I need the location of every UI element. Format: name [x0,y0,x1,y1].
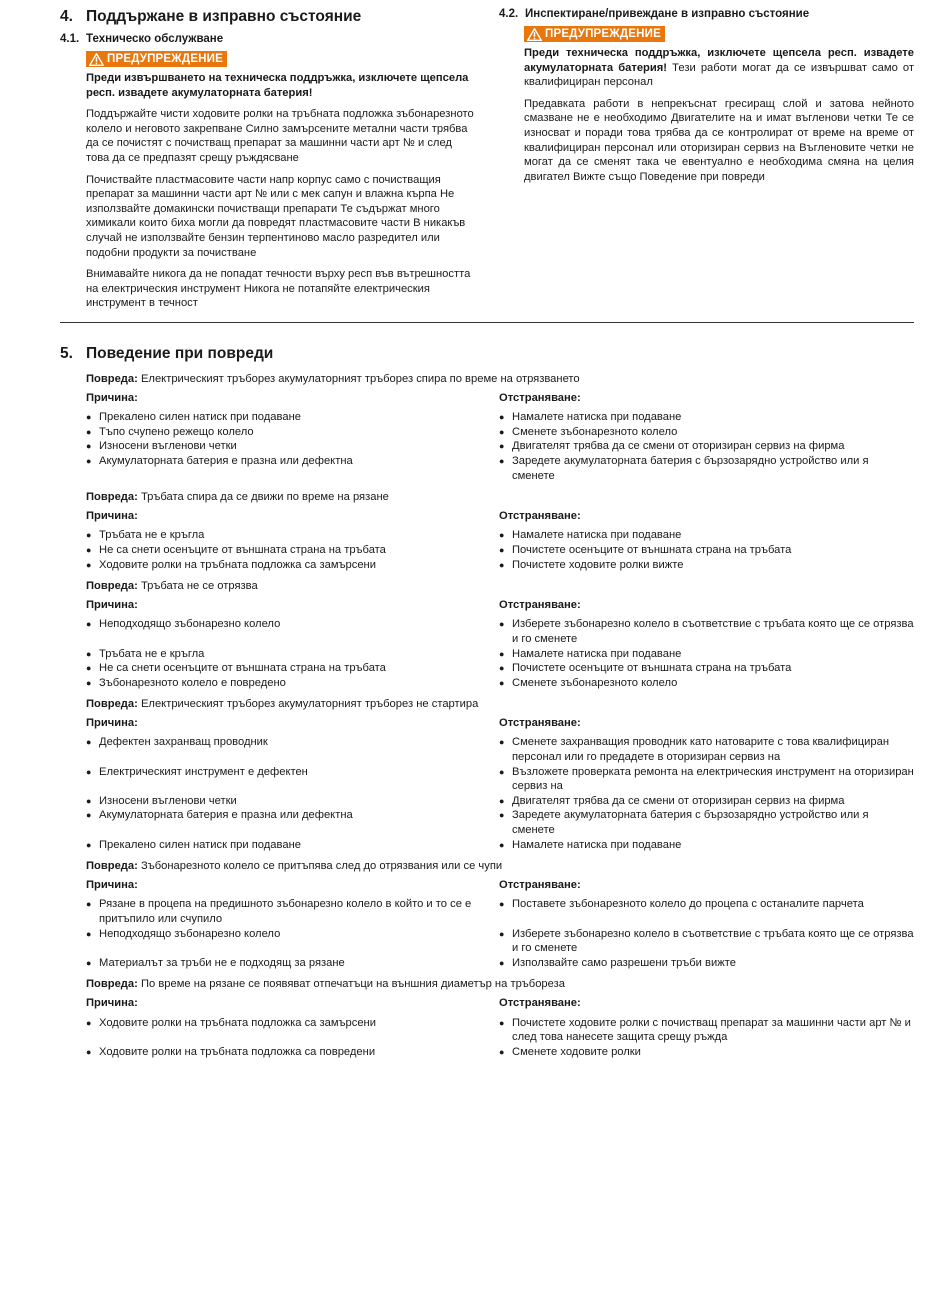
cause-remedy-grid [86,996,914,1059]
warning-triangle-icon [89,53,104,66]
subsection-4-2-body [524,26,914,191]
remedy-item: ● Използвайте само разрешени тръби вижте [499,956,914,971]
remedy-header: Отстраняване: [499,391,581,404]
section-number: 5. [60,345,73,362]
fault-label: Повреда: [86,978,138,991]
fault-description: Електрическият тръборез акумулаторният тръборез не стартира [137,698,479,711]
warning-badge [86,51,227,67]
fault-title [86,859,914,874]
cause-item: ● Неподходящо зъбонарезно колело [86,927,499,956]
cause-item: ● Дефектен захранващ проводник [86,735,499,764]
subsection-number: 4.1. [60,33,80,45]
section-number: 4. [60,8,73,25]
cause-item: ● Материалът за тръби не е подходящ за рязане [86,956,499,971]
warning-paragraph [524,46,914,90]
remedy-item: ● Поставете зъбонарезното колело до процепа с останалите парчета [499,897,914,926]
remedy-item: ● Почистете осенъците от външната страна на тръбата [499,543,914,558]
cause-item: ● Ходовите ролки на тръбната подложка са замърсени [86,558,499,573]
remedy-item: ● Намалете натиска при подаване [499,410,914,425]
remedy-header: Отстраняване: [499,509,581,522]
cause-item: ● Не са снети осенъците от външната страна на тръбата [86,661,499,676]
remedy-item: ● Почистете ходовите ролки с почистващ препарат за машинни части арт № и след това нанесете защита срещу ръжда [499,1016,914,1045]
remedy-header: Отстраняване: [499,598,581,611]
section-divider [60,322,914,323]
cause-item: ● Тъпо счупено режещо колело [86,425,499,440]
subsection-number: 4.2. [499,8,519,20]
cause-item: ● Тръбата не е кръгла [86,647,499,662]
warning-label: ПРЕДУПРЕЖДЕНИЕ [545,27,661,40]
warning-label: ПРЕДУПРЕЖДЕНИЕ [107,52,223,65]
paragraph: Поддържайте чисти ходовите ролки на тръбната подложка зъбонарезното колело и неговото закрепване Силно замърсените метални части трябва да се почистят с почистващ препарат за машинни части арт № и след това да се предпазят срещу ръждясване [86,108,474,164]
fault-label: Повреда: [86,860,138,873]
fault-title [86,977,914,992]
cause-item: ● Не са снети осенъците от външната страна на тръбата [86,543,499,558]
remedy-item: ● Почистете ходовите ролки вижте [499,558,914,573]
section-title: Поддържане в изправно състояние [86,8,362,25]
fault-block [86,372,914,483]
cause-remedy-grid [86,391,914,484]
fault-block [86,697,914,852]
fault-block [86,490,914,572]
remedy-item: ● Намалете натиска при подаване [499,528,914,543]
cause-remedy-grid [86,509,914,572]
cause-header: Причина: [86,509,138,522]
fault-description: По време на рязане се появяват отпечатъци на външния диаметър на тръбореза [137,978,565,991]
subsection-4-2-heading [499,8,809,20]
section-5-heading [60,345,273,363]
fault-title [86,490,914,505]
warning-triangle-icon [527,28,542,41]
cause-item: ● Износени въгленови четки [86,439,499,454]
fault-label: Повреда: [86,580,138,593]
fault-block [86,977,914,1059]
cause-item: ● Прекалено силен натиск при подаване [86,410,499,425]
fault-description: Електрическият тръборез акумулаторният тръборез спира по време на отрязването [137,373,580,385]
fault-label: Повреда: [86,491,138,504]
fault-title [86,372,914,387]
cause-item: ● Неподходящо зъбонарезно колело [86,617,499,646]
remedy-item: ● Сменете захранващия проводник като натоварите с това квалифициран персонал или го предадете в оторизиран сервиз на [499,735,914,764]
remedy-header: Отстраняване: [499,996,581,1009]
remedy-header: Отстраняване: [499,716,581,729]
cause-header: Причина: [86,996,138,1009]
remedy-item: ● Сменете зъбонарезното колело [499,676,914,691]
cause-header: Причина: [86,391,138,404]
subsection-title: Техническо обслужване [86,33,224,45]
warning-followup: Тези работи могат да се извършват само от квалифициран персонал [524,61,914,89]
remedy-item: ● Заредете акумулаторната батерия с бързозарядно устройство или я сменете [499,454,914,483]
paragraph: Внимавайте никога да не попадат течности върху респ във вътрешността на електрическия инструмент Никога не потапяйте електрическия инструмент в течност [86,268,471,310]
fault-title [86,697,914,712]
cause-header: Причина: [86,716,138,729]
fault-list [86,372,914,1066]
remedy-item: ● Заредете акумулаторната батерия с бързозарядно устройство или я сменете [499,808,914,837]
remedy-item: ● Намалете натиска при подаване [499,647,914,662]
cause-item: ● Ходовите ролки на тръбната подложка са замърсени [86,1016,499,1045]
cause-remedy-grid [86,598,914,691]
subsection-title: Инспектиране/привеждане в изправно състояние [525,8,810,20]
fault-description: Тръбата не се отрязва [137,580,258,593]
remedy-item: ● Двигателят трябва да се смени от оторизиран сервиз на фирма [499,439,914,454]
remedy-header: Отстраняване: [499,878,581,891]
subsection-4-1-heading [60,33,223,45]
remedy-item: ● Двигателят трябва да се смени от оторизиран сервиз на фирма [499,794,914,809]
warning-text: Преди техническа поддръжка, изключете щепсела респ. извадете акумулаторната батерия! [524,47,914,74]
paragraph: Почиствайте пластмасовите части напр корпус само с почистващия препарат за машинни части арт № или с мек сапун и влажна кърпа Не използвайте домакински почистващи препарати Те съдържат много химикали които биха могли да повредят пластмасовите части В никакъв случай не използвайте бензин терпентиново масло разредител или подобни продукти за почистване [86,173,466,259]
remedy-item: ● Изберете зъбонарезно колело в съответствие с тръбата която ще се отрязва и го сменете [499,617,914,646]
remedy-item: ● Почистете осенъците от външната страна на тръбата [499,661,914,676]
remedy-item: ● Сменете зъбонарезното колело [499,425,914,440]
cause-remedy-grid [86,878,914,971]
fault-block [86,859,914,970]
cause-header: Причина: [86,598,138,611]
warning-text: Преди извършването на техническа поддръжка, изключете щепсела респ. извадете акумулаторната батерия! [86,72,469,99]
remedy-item: ● Намалете натиска при подаване [499,838,914,853]
warning-badge [524,26,665,42]
fault-title [86,579,914,594]
fault-description: Зъбонарезното колело се притъпява след до отрязвания или се чупи [137,860,503,873]
cause-item: ● Тръбата не е кръгла [86,528,499,543]
remedy-item: ● Изберете зъбонарезно колело в съответствие с тръбата която ще се отрязва и го сменете [499,927,914,956]
section-4-heading [60,8,361,26]
cause-item: ● Ходовите ролки на тръбната подложка са повредени [86,1045,499,1060]
cause-item: ● Акумулаторната батерия е празна или дефектна [86,454,499,483]
cause-item: ● Зъбонарезното колело е повредено [86,676,499,691]
remedy-item: ● Възложете проверката ремонта на електрическия инструмент на оторизиран сервиз на [499,765,914,794]
cause-item: ● Прекалено силен натиск при подаване [86,838,499,853]
subsection-4-1-body [86,51,476,318]
cause-header: Причина: [86,878,138,891]
cause-item: ● Рязане в процепа на предишното зъбонарезно колело в който и то се е притъпило или счупило [86,897,499,926]
cause-item: ● Износени въгленови четки [86,794,499,809]
fault-label: Повреда: [86,698,138,711]
cause-item: ● Акумулаторната батерия е празна или дефектна [86,808,499,837]
cause-item: ● Електрическият инструмент е дефектен [86,765,499,794]
remedy-item: ● Сменете ходовите ролки [499,1045,914,1060]
paragraph: Предавката работи в непрекъснат гресиращ слой и затова нейното смазване не е необходимо Двигателите на и имат въгленови четки Те се износват и поради това трябва да се контролират от време на време от квалифициран персонал или оторизиран сервиз на Въгленовите четки не могат да се сменят така че евентуално е необходима смяна на целия двигател Вижте също Поведение при повреди [524,97,914,183]
section-title: Поведение при повреди [86,345,274,362]
fault-label: Повреда: [86,373,138,385]
fault-description: Тръбата спира да се движи по време на рязане [137,491,389,504]
fault-block [86,579,914,690]
cause-remedy-grid [86,716,914,852]
